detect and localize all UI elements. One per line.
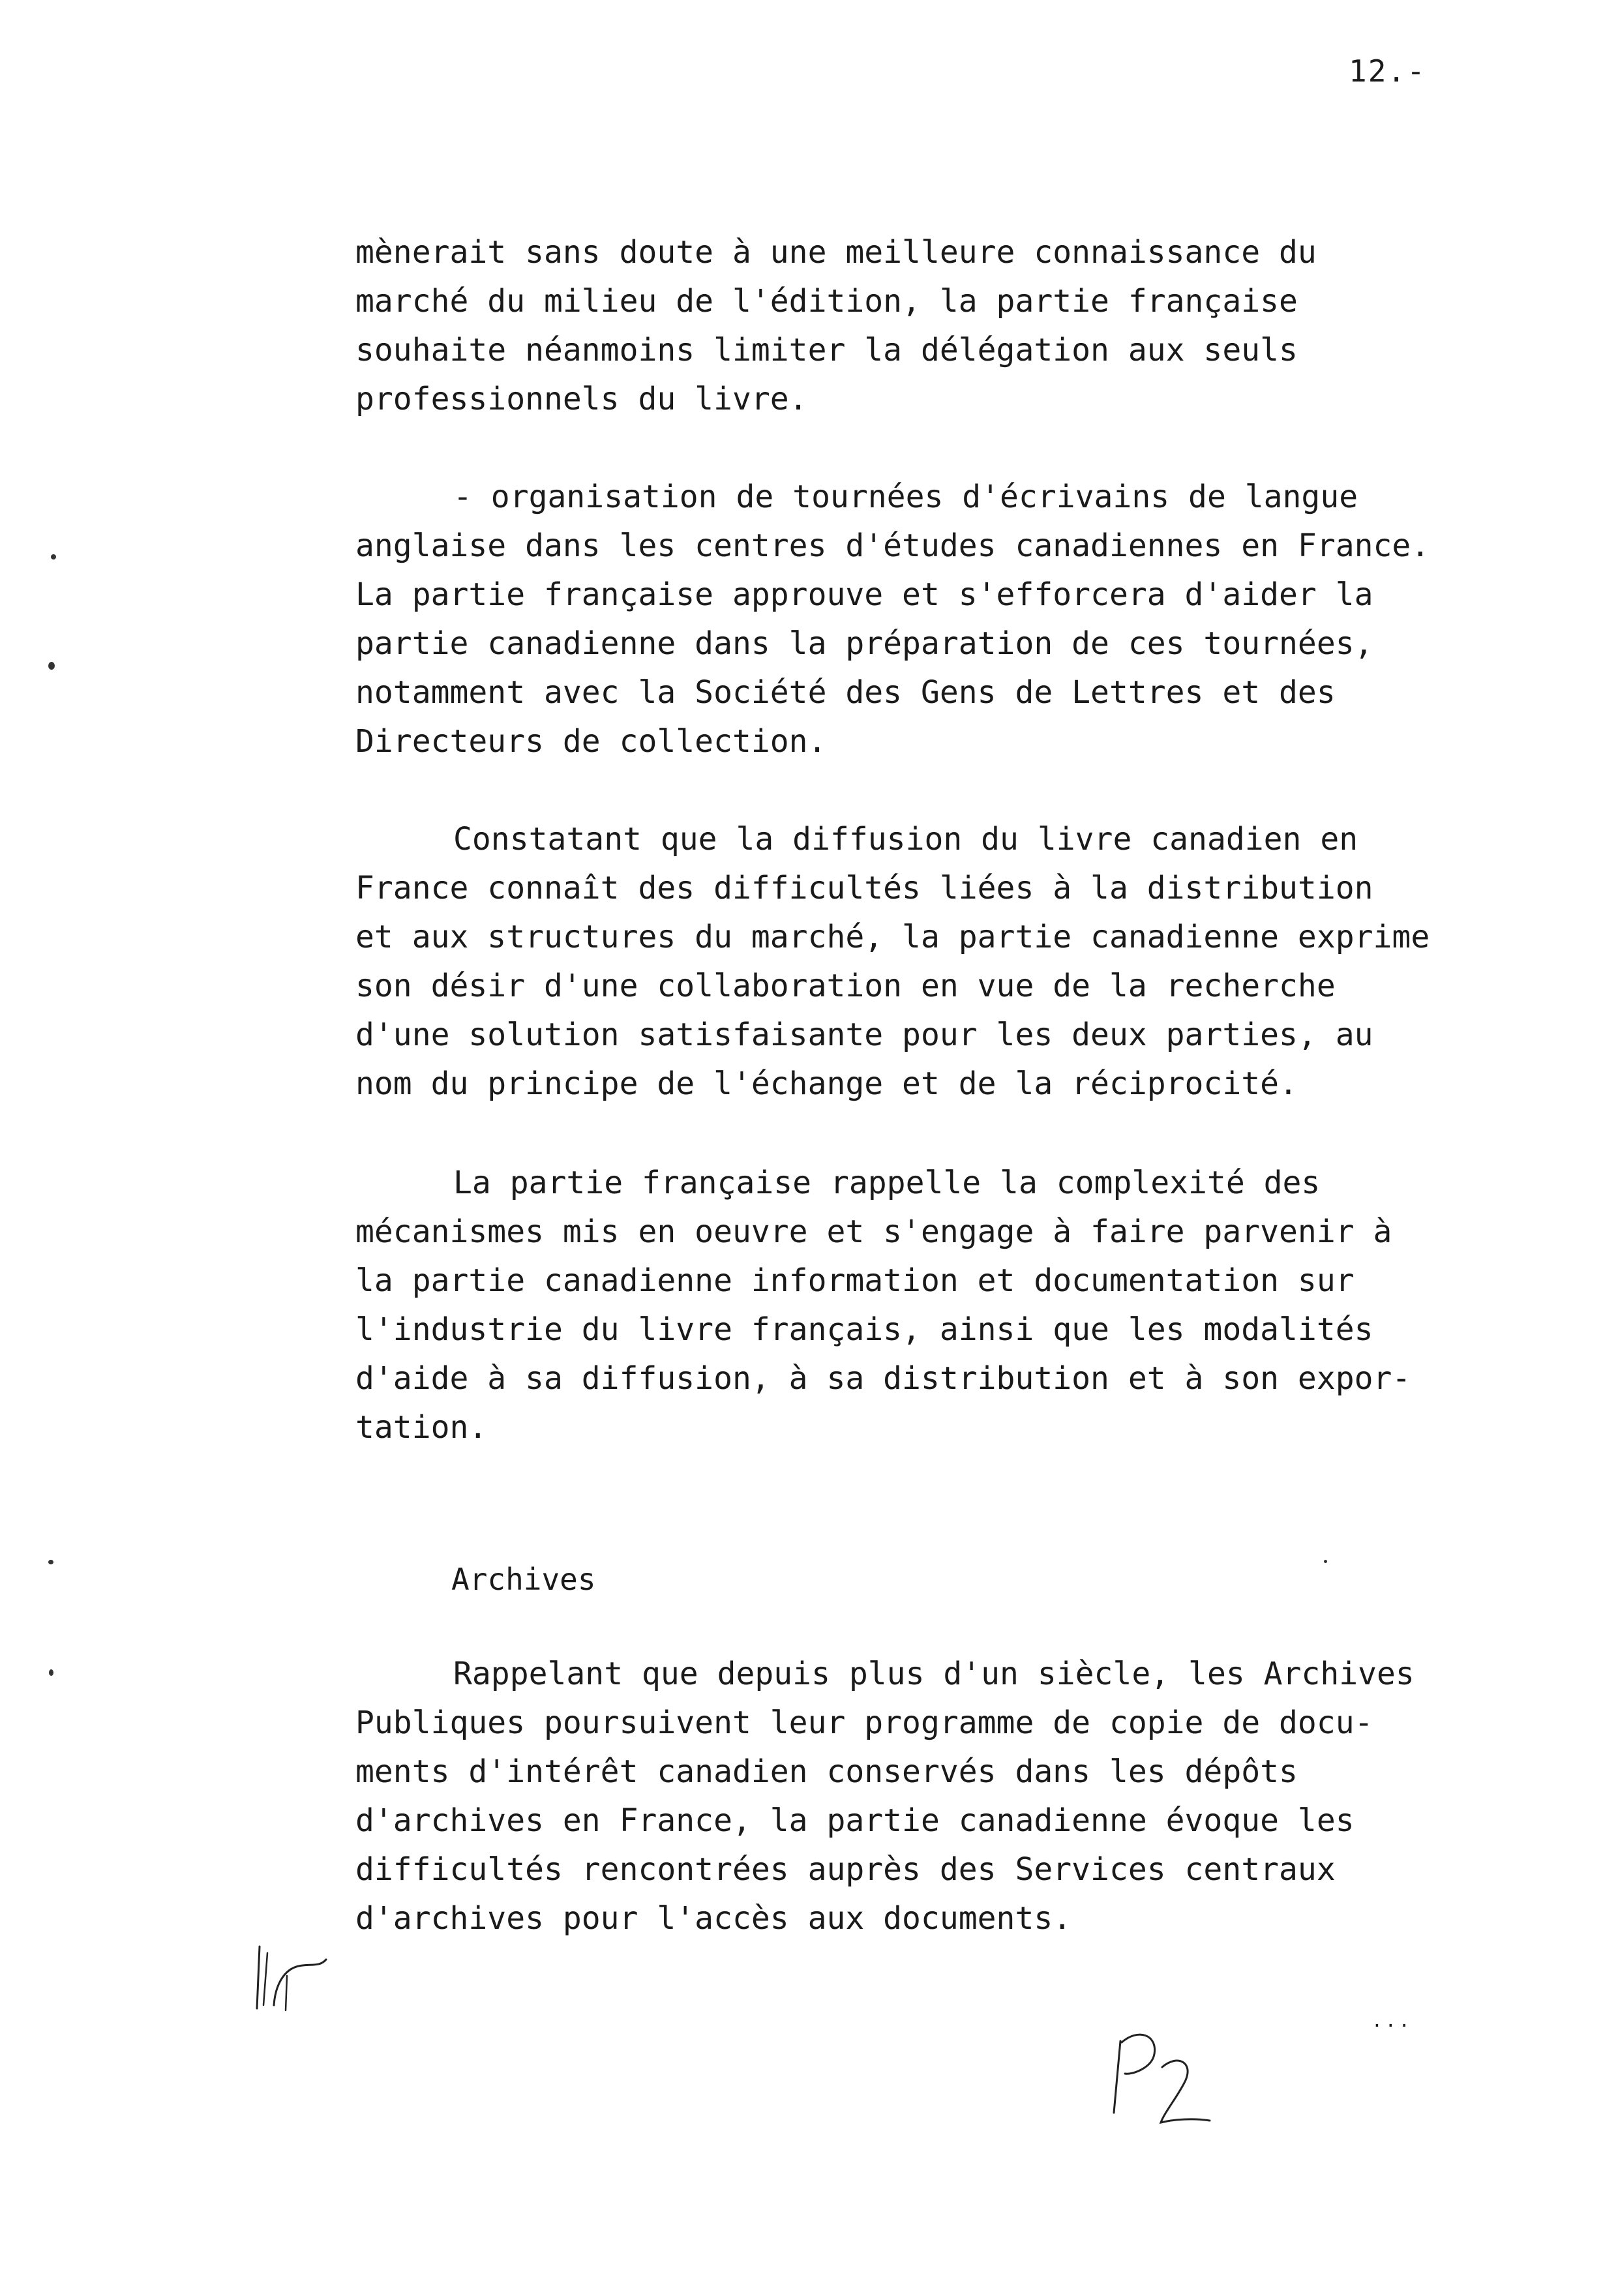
text-line: mécanismes mis en oeuvre et s'engage à faire parvenir à [355, 1214, 1392, 1250]
paragraph-diffusion [355, 815, 1430, 1109]
paragraph-archives [355, 1650, 1415, 1943]
text-line: nom du principe de l'échange et de la réciprocité. [355, 1066, 1298, 1102]
text-line: professionnels du livre. [355, 381, 808, 417]
text-line: d'une solution satisfaisante pour les deux parties, au [355, 1017, 1373, 1053]
scan-speck [48, 1560, 53, 1564]
text-line: Constatant que la diffusion du livre canadien en [453, 821, 1358, 857]
scan-speck [49, 1669, 53, 1676]
text-line: La partie française approuve et s'efforcera d'aider la [355, 576, 1373, 613]
text-line: ments d'intérêt canadien conservés dans les dépôts [355, 1753, 1298, 1790]
text-line: - organisation de tournées d'écrivains de langue [453, 479, 1358, 515]
text-line: notamment avec la Société des Gens de Lettres et des [355, 674, 1336, 711]
paragraph-tours [355, 473, 1430, 766]
scan-speck [1324, 1560, 1327, 1563]
text-line: la partie canadienne information et documentation sur [355, 1262, 1355, 1299]
page-number: 12.- [1349, 53, 1426, 89]
text-line: souhaite néanmoins limiter la délégation aux seuls [355, 332, 1298, 368]
handwritten-initials-right [1102, 2015, 1233, 2132]
text-line: La partie française rappelle la complexité des [453, 1165, 1321, 1201]
text-line: et aux structures du marché, la partie canadienne exprime [355, 919, 1430, 955]
text-line: partie canadienne dans la préparation de ces tournées, [355, 625, 1373, 662]
scan-speck [51, 554, 56, 559]
scan-speck [48, 662, 55, 670]
handwritten-initials-left [248, 1940, 339, 2018]
text-line: d'archives en France, la partie canadienne évoque les [355, 1802, 1355, 1839]
text-line: Publiques poursuivent leur programme de copie de docu- [355, 1705, 1373, 1741]
text-line: d'aide à sa diffusion, à sa distribution et à son expor- [355, 1360, 1411, 1397]
text-line: France connaît des difficultés liées à la distribution [355, 870, 1373, 906]
text-line: mènerait sans doute à une meilleure connaissance du [355, 234, 1317, 271]
text-line: marché du milieu de l'édition, la partie française [355, 283, 1298, 320]
text-line: Rappelant que depuis plus d'un siècle, les Archives [453, 1656, 1415, 1692]
text-line: tation. [355, 1409, 488, 1446]
paragraph-continuation [355, 228, 1317, 424]
text-line: difficultés rencontrées auprès des Services centraux [355, 1851, 1336, 1888]
continuation-mark: ... [1371, 2010, 1413, 2031]
section-heading-archives: Archives [451, 1562, 596, 1597]
text-line: son désir d'une collaboration en vue de la recherche [355, 968, 1336, 1004]
text-line: Directeurs de collection. [355, 723, 827, 760]
text-line: anglaise dans les centres d'études canadiennes en France. [355, 528, 1430, 564]
text-line: d'archives pour l'accès aux documents. [355, 1900, 1072, 1937]
text-line: l'industrie du livre français, ainsi que les modalités [355, 1311, 1373, 1348]
paragraph-complexity [355, 1159, 1411, 1452]
